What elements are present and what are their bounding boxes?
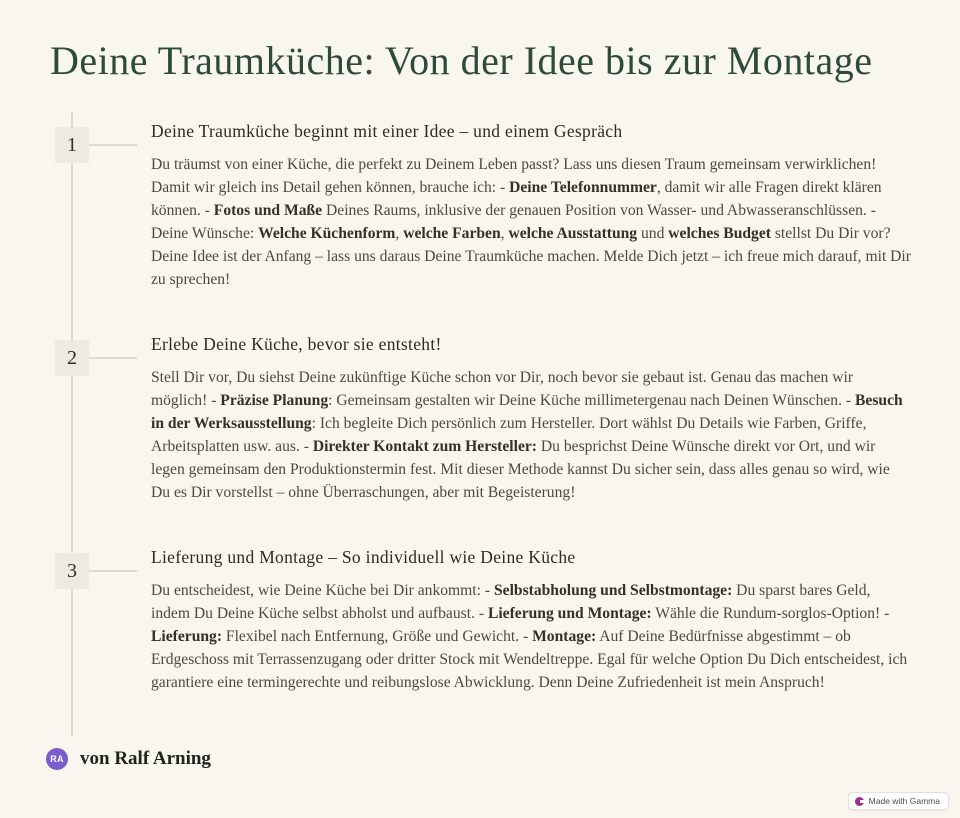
timeline-number-badge: 2 (55, 340, 89, 376)
section-1 (0, 119, 960, 291)
section-body: Du entscheidest, wie Deine Küche bei Dir ankommt: - Selbstabholung und Selbstmontage: Du sparst bares Geld, indem Du Deine Küche selbst abholst und aufbaust. - Lieferung und Montage: Wähle die Rundum-sorglos-Option! - Lieferung: Flexibel nach Entfernung, Größe und Gewicht. - Montage: Auf Deine Bedürfnisse abgestimmt – ob Erdgeschoss mit Terrassenzugang oder dritter Stock mit Wendeltreppe. Egal für welche Option Du Dich entscheidest, ich garantiere eine termingerechte und reibungslose Abwicklung. Denn Deine Zufriedenheit ist mein Anspruch! (151, 582, 908, 691)
section-body: Stell Dir vor, Du siehst Deine zukünftige Küche schon vor Dir, noch bevor sie gebaut ist. Genau das machen wir möglich! - Präzise Planung: Gemeinsam gestalten wir Deine Küche millimetergenau nach Deinen Wünschen. - Besuch in der Werksausstellung: Ich begleite Dich persönlich zum Hersteller. Dort wählst Du Details wie Farben, Griffe, Arbeitsplatten usw. aus. - Direkter Kontakt zum Hersteller: Du besprichst Deine Wünsche direkt vor Ort, und wir legen gemeinsam den Produktionstermin fest. Mit dieser Methode kannst Du sicher sein, dass alles genau so wird, wie Du es Dir vorstellst – ohne Überraschungen, aber mit Begeisterung! (151, 369, 903, 501)
author-byline-row (46, 748, 211, 770)
page-title: Deine Traumküche: Von der Idee bis zur Montage (50, 38, 873, 83)
avatar: RA (46, 748, 68, 770)
timeline-number-badge: 3 (55, 553, 89, 589)
badge-label: Made with Gamma (868, 796, 940, 806)
section-heading: Lieferung und Montage – So individuell wie Deine Küche (151, 547, 576, 567)
timeline-connector (89, 144, 137, 146)
timeline-number-badge: 1 (55, 127, 89, 163)
timeline-connector (89, 570, 137, 572)
section-3 (0, 545, 960, 694)
section-content (151, 545, 912, 694)
section-body: Du träumst von einer Küche, die perfekt zu Deinem Leben passt? Lass uns diesen Traum gemeinsam verwirklichen! Damit wir gleich ins Detail gehen können, brauche ich: - Deine Telefonnummer, damit wir alle Fragen direkt klären können. - Fotos und Maße Deines Raums, inklusive der genauen Position von Wasser- und Abwasseranschlüssen. - Deine Wünsche: Welche Küchenform, welche Farben, welche Ausstattung und welches Budget stellst Du Dir vor? Deine Idee ist der Anfang – lass uns daraus Deine Traumküche machen. Melde Dich jetzt – ich freue mich darauf, mit Dir zu sprechen! (151, 156, 911, 288)
section-content (151, 119, 912, 291)
section-heading: Erlebe Deine Küche, bevor sie entsteht! (151, 334, 442, 354)
section-heading: Deine Traumküche beginnt mit einer Idee – und einem Gespräch (151, 121, 623, 141)
byline-text: von Ralf Arning (80, 748, 211, 769)
section-2 (0, 332, 960, 504)
made-with-gamma-badge[interactable] (848, 792, 949, 810)
timeline-connector (89, 357, 137, 359)
section-content (151, 332, 912, 504)
gamma-logo-icon (855, 797, 864, 806)
